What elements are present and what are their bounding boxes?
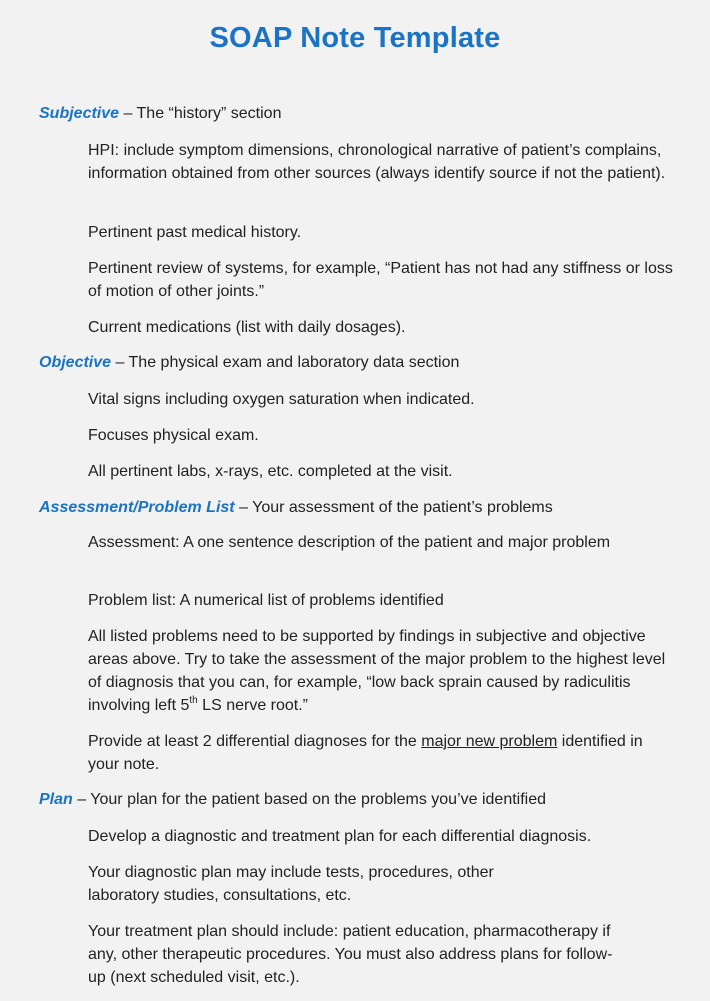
plan-heading	[39, 789, 679, 811]
subjective-item-past-history: Pertinent past medical history.	[88, 224, 302, 241]
assessment-item-support	[88, 625, 673, 717]
assessment-item-problem-list: Problem list: A numerical list of problems identified	[88, 592, 444, 609]
plan-item-treatment: Your treatment plan should include: patient education, pharmacotherapy if any, other therapeutic procedures. You must also address plans for follow-up (next scheduled visit, etc.).	[88, 923, 613, 986]
assessment-description: – Your assessment of the patient’s problems	[234, 499, 553, 516]
objective-item-labs: All pertinent labs, x-rays, etc. completed at the visit.	[88, 463, 453, 480]
page-title: SOAP Note Template	[209, 22, 501, 54]
assessment-item-summary: Assessment: A one sentence description of the patient and major problem	[88, 534, 611, 551]
objective-item-exam: Focuses physical exam.	[88, 427, 259, 444]
support-text: All listed problems need to be supported by findings in subjective and objective areas above. Try to take the assessment of the major problem to the highest level of diagnosis that you can, for example, “low back sprain caused by radiculitis involving left 5	[88, 628, 666, 714]
plan-item-develop: Develop a diagnostic and treatment plan for each differential diagnosis.	[88, 828, 592, 845]
assessment-heading	[39, 497, 679, 519]
differential-text-end: identified in your note.	[88, 733, 643, 773]
objective-heading	[39, 352, 679, 374]
objective-description: – The physical exam and laboratory data section	[111, 354, 460, 371]
subjective-label: Subjective	[39, 105, 120, 122]
differential-text: Provide at least 2 differential diagnoses for the	[88, 733, 422, 750]
plan-description: – Your plan for the patient based on the problems you’ve identified	[72, 791, 547, 808]
support-superscript: th	[189, 694, 198, 706]
assessment-item-differential	[88, 730, 673, 776]
plan-item-diagnostic: Your diagnostic plan may include tests, procedures, other laboratory studies, consultations, etc.	[88, 864, 494, 904]
subjective-item-medications: Current medications (list with daily dosages).	[88, 319, 406, 336]
subjective-heading	[39, 103, 679, 125]
objective-item-vitals: Vital signs including oxygen saturation when indicated.	[88, 391, 475, 408]
differential-underlined: major new problem	[421, 733, 558, 750]
objective-label: Objective	[39, 354, 112, 371]
plan-label: Plan	[39, 791, 73, 808]
support-text-end: LS nerve root.”	[197, 697, 309, 714]
subjective-item-hpi: HPI: include symptom dimensions, chronological narrative of patient’s complains, information obtained from other sources (always identify source if not the patient).	[88, 142, 666, 182]
subjective-item-review-systems: Pertinent review of systems, for example, “Patient has not had any stiffness or loss of motion of other joints.”	[88, 260, 673, 300]
assessment-label: Assessment/Problem List	[39, 499, 235, 516]
subjective-description: – The “history” section	[119, 105, 282, 122]
